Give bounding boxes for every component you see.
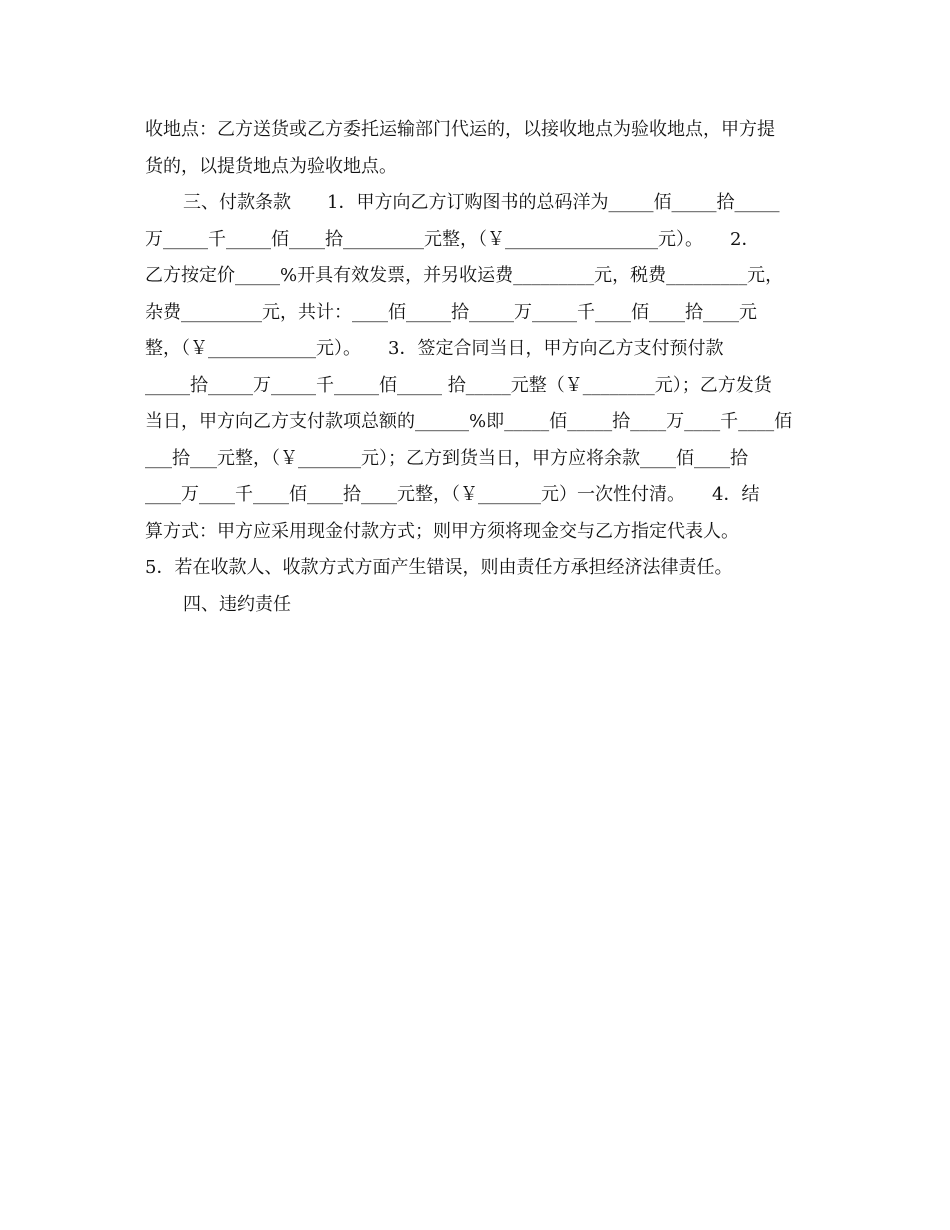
text-line: 收地点：乙方送货或乙方委托运输部门代运的，以接收地点为验收地点，甲方提 (145, 119, 775, 140)
text-line: 三、付款条款 1．甲方向乙方订购图书的总码洋为_____佰_____拾_____ (183, 192, 780, 213)
text-line: ___拾___元整，（￥_______元）；乙方到货当日，甲方应将余款____佰____拾 (145, 447, 748, 469)
text-line: 当日，甲方向乙方支付款项总额的______%即_____佰_____拾____万____千____佰 (145, 411, 793, 432)
heading-text: 四、违约责任 (183, 593, 291, 615)
text-line: ____万____千____佰____拾____元整，（￥_______元）一次性付清。 4．结 (145, 484, 760, 505)
section-three-line (145, 185, 805, 222)
text-line: 算方式：甲方应采用现金付款方式；则甲方须将现金交与乙方指定代表人。 (145, 520, 739, 542)
text-line: 整，（￥____________元）。 3．签定合同当日，甲方向乙方支付预付款 (145, 338, 724, 359)
text-line: 货的，以提货地点为验收地点。 (145, 155, 397, 177)
text-line: 万_____千_____佰____拾_________元整，（￥_________________元）。 2． (145, 228, 760, 250)
contract-text-block (145, 112, 805, 623)
text-line: 5．若在收款人、收款方式方面产生错误，则由责任方承担经济法律责任。 (145, 557, 733, 578)
section-four-heading (145, 587, 805, 624)
text-line: 杂费_________元，共计：____佰_____拾_____万_____千____佰____拾____元 (145, 301, 757, 323)
text-line: _____拾_____万_____千_____佰_____ 拾_____元整（￥________元）；乙方发货 (145, 374, 772, 396)
text-line: 乙方按定价_____%开具有效发票，并另收运费_________元，税费_________元， (145, 265, 784, 286)
